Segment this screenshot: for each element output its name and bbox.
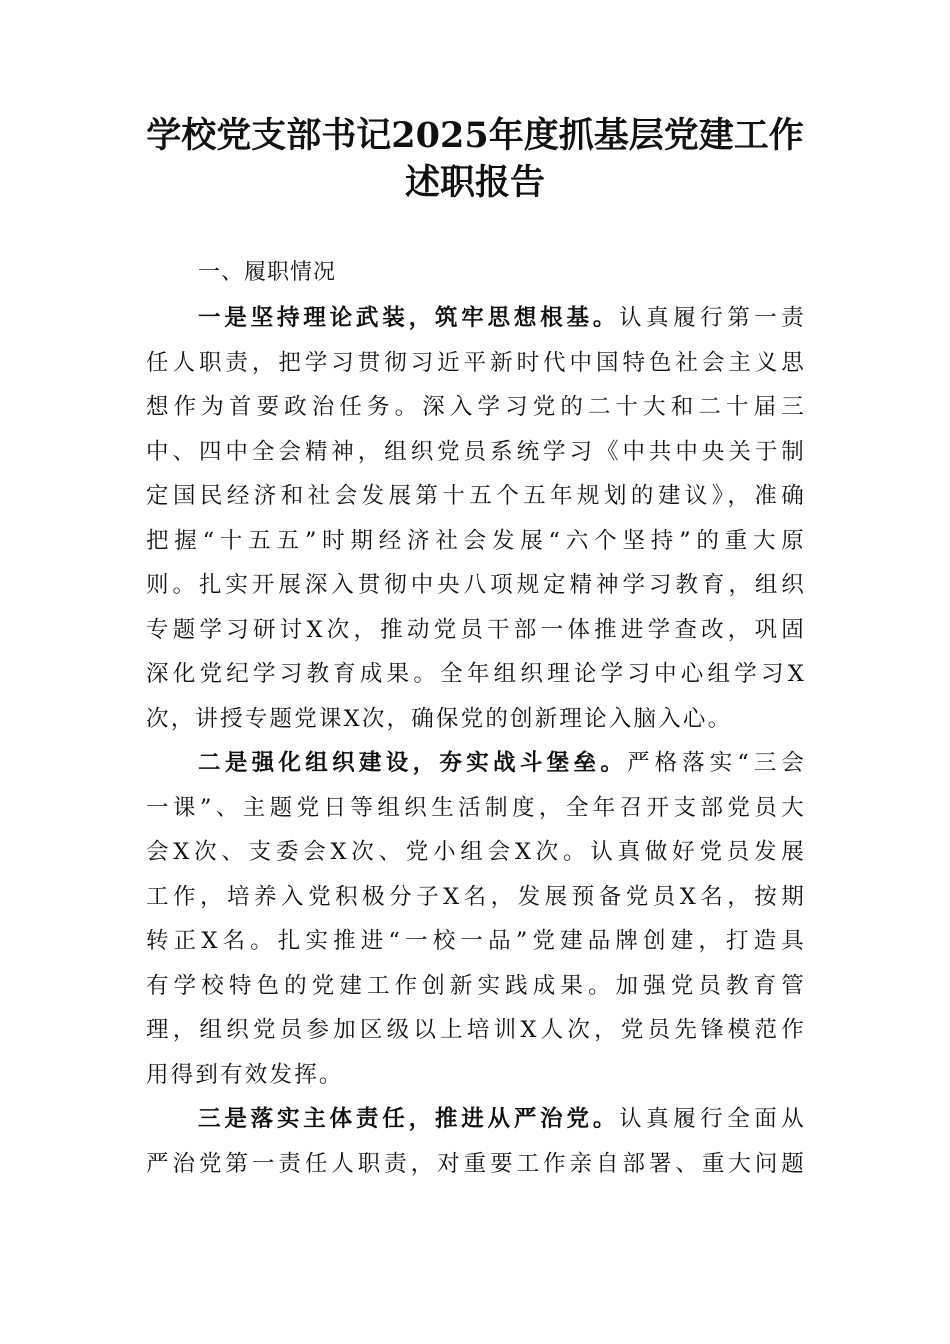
paragraph-line: 会X次、支委会X次、党小组会X次。认真做好党员发展 (146, 839, 806, 865)
paragraph-line: 有学校特色的党建工作创新实践成果。加强党员教育管 (146, 972, 806, 999)
document-body (146, 250, 806, 1186)
document-title-line2: 述职报告 (404, 162, 545, 203)
paragraph-line: 定国民经济和社会发展第十五个五年规划的建议》，准确 (146, 483, 806, 509)
paragraph-1 (146, 296, 806, 741)
section-heading: 一、履职情况 (198, 260, 337, 285)
paragraph-line: 二是强化组织建设，夯实战斗堡垒。严格落实“三会 (198, 750, 806, 776)
paragraph-line: 深化党纪学习教育成果。全年组织理论学习中心组学习X (146, 661, 806, 687)
paragraph-line: 工作，培养入党积极分子X名，发展预备党员X名，按期 (146, 883, 806, 910)
paragraph-line: 次，讲授专题党课X次，确保党的创新理论入脑入心。 (146, 705, 733, 732)
paragraph-lead: 一是坚持理论武装，筑牢思想根基。 (198, 305, 620, 331)
paragraph-line: 中、四中全会精神，组织党员系统学习《中共中央关于制 (146, 438, 806, 465)
paragraph-line: 一是坚持理论武装，筑牢思想根基。认真履行第一责 (198, 305, 806, 331)
paragraph-lead: 三是落实主体责任，推进从严治党。 (198, 1106, 620, 1132)
paragraph-line: 用得到有效发挥。 (146, 1061, 344, 1088)
paragraph-line: 一课”、主题党日等组织生活制度，全年召开支部党员大 (146, 794, 806, 821)
paragraph-lead: 二是强化组织建设，夯实战斗堡垒。 (198, 750, 628, 776)
paragraph-line: 三是落实主体责任，推进从严治党。认真履行全面从 (198, 1106, 806, 1132)
paragraph-3 (146, 1097, 806, 1186)
paragraph-2 (146, 741, 806, 1097)
paragraph-line: 想作为首要政治任务。深入学习党的二十大和二十届三 (146, 394, 806, 420)
paragraph-line: 严治党第一责任人职责，对重要工作亲自部署、重大问题 (146, 1150, 806, 1177)
document-title-line1: 学校党支部书记2025年度抓基层党建工作 (146, 115, 804, 156)
paragraph-line: 专题学习研讨X次，推动党员干部一体推进学查改，巩固 (146, 616, 806, 643)
paragraph-line: 把握“十五五”时期经济社会发展“六个坚持”的重大原 (146, 527, 806, 554)
paragraph-line: 任人职责，把学习贯彻习近平新时代中国特色社会主义思 (146, 349, 806, 376)
paragraph-line: 转正X名。扎实推进“一校一品”党建品牌创建，打造具 (146, 928, 806, 954)
paragraph-line: 理，组织党员参加区级以上培训X人次，党员先锋模范作 (146, 1017, 806, 1043)
paragraph-line: 则。扎实开展深入贯彻中央八项规定精神学习教育，组织 (146, 572, 806, 598)
